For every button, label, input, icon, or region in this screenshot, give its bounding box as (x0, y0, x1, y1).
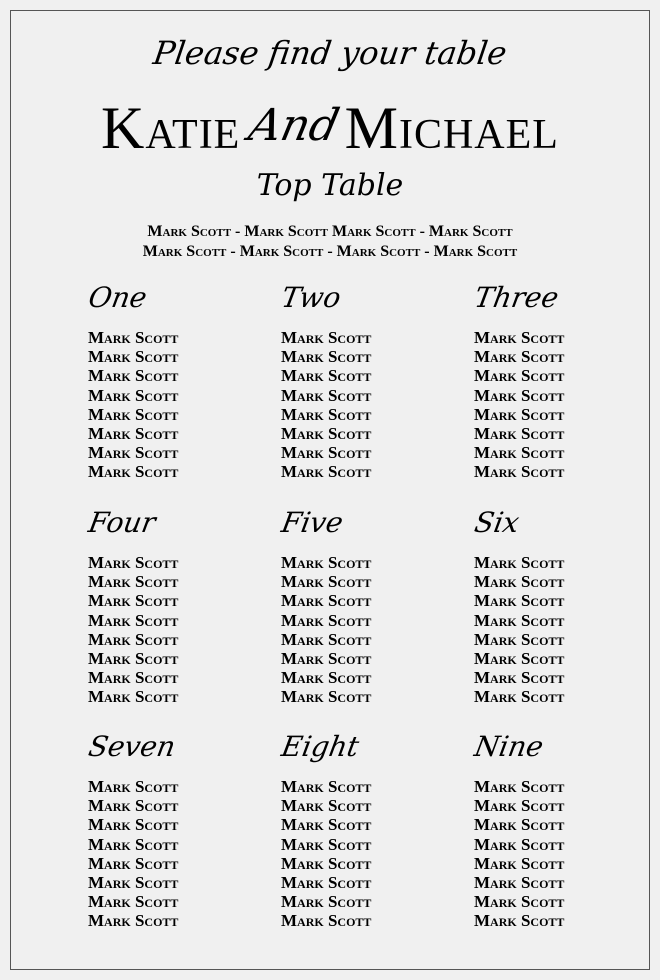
guest-name: Mark Scott (281, 328, 372, 347)
guest-name: Mark Scott (281, 591, 372, 611)
guest-name: Mark Scott (281, 892, 372, 912)
guest-name: Mark Scott (88, 610, 179, 630)
guest-name: Mark Scott (88, 873, 179, 893)
guest-name: Mark Scott (474, 777, 565, 796)
guest-name: Mark Scott (281, 873, 372, 893)
guest-list (88, 777, 268, 931)
guest-name: Mark Scott (88, 649, 179, 669)
guest-name: Mark Scott (474, 366, 565, 386)
guest-name: Mark Scott (474, 834, 565, 854)
guest-name: Mark Scott (88, 424, 179, 444)
table-two (281, 278, 461, 482)
and-word: And (244, 100, 344, 151)
guest-name: Mark Scott (281, 366, 372, 386)
guest-name: Mark Scott (281, 347, 372, 367)
guest-name: Mark Scott (88, 385, 179, 405)
guest-name: Mark Scott (88, 443, 179, 463)
table-nine (474, 727, 654, 931)
guest-name: Mark Scott (474, 424, 565, 444)
guest-name: Mark Scott (281, 911, 372, 931)
guest-name: Mark Scott (88, 911, 179, 931)
guest-name: Mark Scott (474, 853, 565, 873)
table-title: Two (279, 281, 344, 314)
table-eight (281, 727, 461, 931)
guest-name: Mark Scott (474, 610, 565, 630)
guest-name: Mark Scott (88, 591, 179, 611)
top-table-title: Top Table (256, 168, 404, 203)
guest-name: Mark Scott (474, 572, 565, 592)
table-title: Eight (279, 730, 362, 763)
guest-name: Mark Scott (281, 610, 372, 630)
guest-name: Mark Scott (88, 572, 179, 592)
guest-name: Mark Scott (281, 424, 372, 444)
guest-name: Mark Scott (474, 796, 565, 816)
guest-list (88, 553, 268, 707)
guest-list (88, 328, 268, 482)
guest-name: Mark Scott (474, 649, 565, 669)
guest-list (474, 328, 654, 482)
table-six (474, 503, 654, 707)
guest-name: Mark Scott (88, 347, 179, 367)
guest-name: Mark Scott (474, 629, 565, 649)
guest-name: Mark Scott (474, 892, 565, 912)
table-four (88, 503, 268, 707)
guest-list (281, 777, 461, 931)
subtitle: Please find your table (150, 34, 510, 72)
guest-name: Mark Scott (281, 629, 372, 649)
guest-name: Mark Scott (281, 385, 372, 405)
bride-name: Katie (101, 95, 241, 161)
guest-name: Mark Scott (281, 853, 372, 873)
guest-list (474, 777, 654, 931)
table-seven (88, 727, 268, 931)
guest-name: Mark Scott (474, 385, 565, 405)
table-title: Seven (86, 730, 179, 763)
guest-name: Mark Scott (281, 796, 372, 816)
guest-name: Mark Scott (474, 553, 565, 572)
guest-name: Mark Scott (281, 404, 372, 424)
table-one (88, 278, 268, 482)
guest-name: Mark Scott (281, 649, 372, 669)
table-title: Five (279, 506, 346, 539)
top-table-guests (0, 222, 660, 262)
guest-name: Mark Scott (474, 815, 565, 835)
table-title: Three (472, 281, 562, 314)
top-table-line: Mark Scott - Mark Scott - Mark Scott - Mark Scott (142, 243, 518, 260)
guest-name: Mark Scott (281, 777, 372, 796)
guest-name: Mark Scott (88, 815, 179, 835)
guest-name: Mark Scott (474, 873, 565, 893)
guest-name: Mark Scott (88, 366, 179, 386)
guest-list (474, 553, 654, 707)
guest-list (281, 553, 461, 707)
guest-name: Mark Scott (88, 629, 179, 649)
guest-name: Mark Scott (88, 404, 179, 424)
guest-name: Mark Scott (88, 328, 179, 347)
top-table-line: Mark Scott - Mark Scott Mark Scott - Mark Scott (147, 223, 513, 240)
guest-name: Mark Scott (281, 815, 372, 835)
table-three (474, 278, 654, 482)
guest-name: Mark Scott (281, 443, 372, 463)
groom-name: Michael (344, 95, 559, 161)
table-title: Nine (472, 730, 546, 763)
guest-name: Mark Scott (281, 462, 372, 482)
table-title: Four (86, 506, 159, 539)
guest-name: Mark Scott (88, 892, 179, 912)
guest-name: Mark Scott (88, 553, 179, 572)
guest-name: Mark Scott (281, 553, 372, 572)
guest-name: Mark Scott (474, 404, 565, 424)
guest-name: Mark Scott (88, 668, 179, 688)
guest-name: Mark Scott (474, 591, 565, 611)
guest-name: Mark Scott (88, 462, 179, 482)
table-title: One (86, 281, 150, 314)
guest-name: Mark Scott (474, 328, 565, 347)
guest-name: Mark Scott (281, 687, 372, 707)
guest-name: Mark Scott (88, 853, 179, 873)
guest-name: Mark Scott (474, 443, 565, 463)
guest-list (281, 328, 461, 482)
guest-name: Mark Scott (474, 911, 565, 931)
guest-name: Mark Scott (88, 777, 179, 796)
couple-names (0, 88, 660, 168)
guest-name: Mark Scott (88, 834, 179, 854)
guest-name: Mark Scott (281, 668, 372, 688)
guest-name: Mark Scott (281, 572, 372, 592)
guest-name: Mark Scott (281, 834, 372, 854)
guest-name: Mark Scott (88, 687, 179, 707)
guest-name: Mark Scott (88, 796, 179, 816)
table-five (281, 503, 461, 707)
guest-name: Mark Scott (474, 347, 565, 367)
guest-name: Mark Scott (474, 462, 565, 482)
guest-name: Mark Scott (474, 668, 565, 688)
table-title: Six (472, 506, 522, 539)
guest-name: Mark Scott (474, 687, 565, 707)
